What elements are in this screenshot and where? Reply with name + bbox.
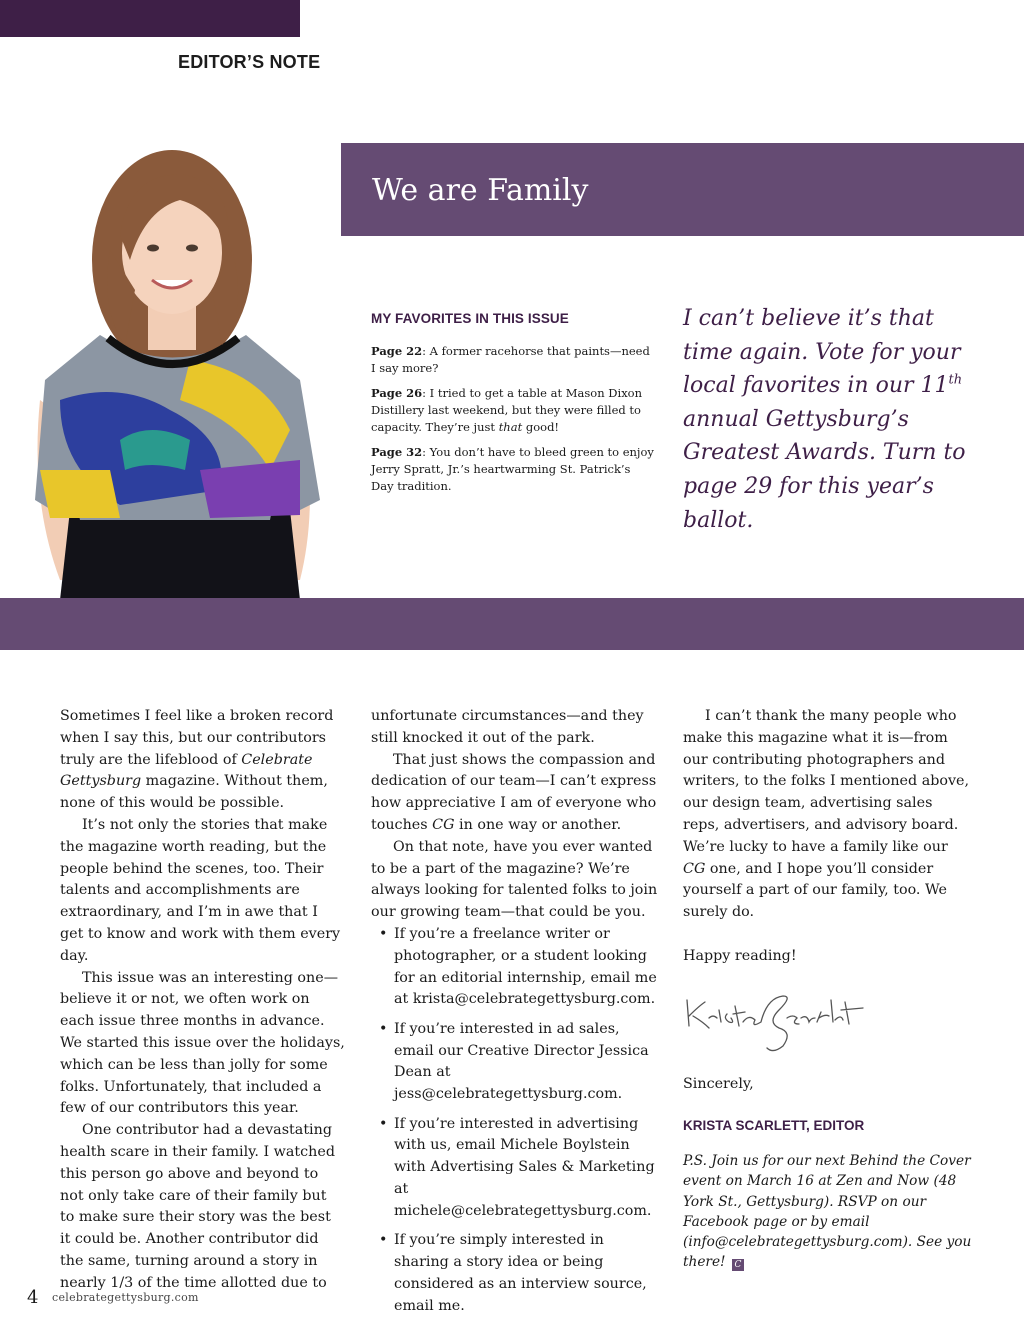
body-paragraph: unfortunate circumstances—and they still knocked it out of the park. [371, 708, 644, 746]
end-mark-icon: C [732, 1259, 744, 1271]
list-item: • If you’re simply interested in sharing a story idea or being considered as an interview source, email me. [379, 1232, 647, 1314]
page-title: We are Family [372, 173, 589, 208]
section-label: EDITOR’S NOTE [178, 52, 321, 72]
favorite-item: Page 32: You don’t have to bleed green to enjoy Jerry Spratt, Jr.’s heartwarming St. Patrick’s Day tradition. [371, 445, 654, 493]
favorites-heading: MY FAVORITES IN THIS ISSUE [371, 311, 569, 326]
body-paragraph: I can’t thank the many people who make this magazine what it is—from our contributing photographers and writers, to the folks I mentioned above, our design team, advertising sales reps, advertisers, and advisory board. We’re lucky to have a family like our CG one, and I hope you’ll consider yourself a part of our family, too. We surely do. [683, 708, 970, 921]
body-paragraph: One contributor had a devastating health scare in their family. I watched this person go above and beyond to not only take care of their family but to make sure their story was the best it could be. Another contributor did the same, turning around a story in nearly 1/3 of the time allotted due to [60, 1122, 335, 1291]
body-paragraph: It’s not only the stories that make the magazine worth reading, but the people behind the scenes, too. Their talents and accomplishments are extraordinary, and I’m in awe that I get to know and work with them every day. [60, 816, 341, 964]
body-column-1 [60, 706, 345, 1295]
sincerely-line: Sincerely, [683, 1075, 754, 1092]
body-column-2 [371, 706, 661, 1325]
editor-portrait [0, 140, 340, 600]
divider-band [0, 598, 1024, 650]
body-paragraph: This issue was an interesting one—believe it or not, we often work on each issue three months in advance. We started this issue over the holidays, which can be less than jolly for some folks. Unfortunately, that included a few of our contributors this year. [60, 969, 345, 1117]
pull-quote: I can’t believe it’s that time again. Vote for your local favorites in our 11th annual Gettysburg’s Greatest Awards. Turn to page 29 for this year’s ballot. [683, 306, 966, 533]
body-column-3 [683, 706, 973, 1272]
editor-portrait-illustration [0, 140, 340, 600]
list-item: • If you’re a freelance writer or photographer, or a student looking for an editorial internship, email me at krista@celebrategettysburg.com. [379, 925, 657, 1008]
top-accent-bar [0, 0, 300, 37]
editor-name: KRISTA SCARLETT, EDITOR [683, 1118, 865, 1134]
signature [683, 988, 873, 1058]
favorites-box [371, 310, 656, 503]
list-item: • If you’re interested in ad sales, email our Creative Director Jessica Dean at jess@celebrategettysburg.com. [379, 1020, 649, 1103]
closing-line: Happy reading! [683, 947, 797, 964]
postscript: P.S. Join us for our next Behind the Cover event on March 16 at Zen and Now (48 York St., Gettysburg). RSVP on our Facebook page or by email (info@celebrategettysburg.com). See you there! C [683, 1153, 972, 1271]
list-item: • If you’re interested in advertising with us, email Michele Boylstein with Advertising Sales & Marketing at michele@celebrategettysburg.com. [379, 1115, 655, 1219]
favorite-item: Page 22: A former racehorse that paints—need I say more? [371, 344, 650, 375]
body-paragraph: Sometimes I feel like a broken record when I say this, but our contributors truly are the lifeblood of Celebrate Gettysburg magazine. Without them, none of this would be possible. [60, 708, 334, 812]
footer-url: celebrategettysburg.com [52, 1291, 199, 1304]
page-number: 4 [27, 1287, 39, 1308]
title-band [341, 143, 1024, 236]
favorite-item: Page 26: I tried to get a table at Mason Dixon Distillery last weekend, but they were filled to capacity. They’re just that good! [371, 386, 643, 434]
contact-list [371, 924, 661, 1317]
body-paragraph: On that note, have you ever wanted to be a part of the magazine? We’re always looking for talented folks to join our growing team—that could be you. [371, 838, 658, 921]
body-paragraph: That just shows the compassion and dedication of our team—I can’t express how appreciative I am of everyone who touches CG in one way or another. [371, 751, 657, 833]
